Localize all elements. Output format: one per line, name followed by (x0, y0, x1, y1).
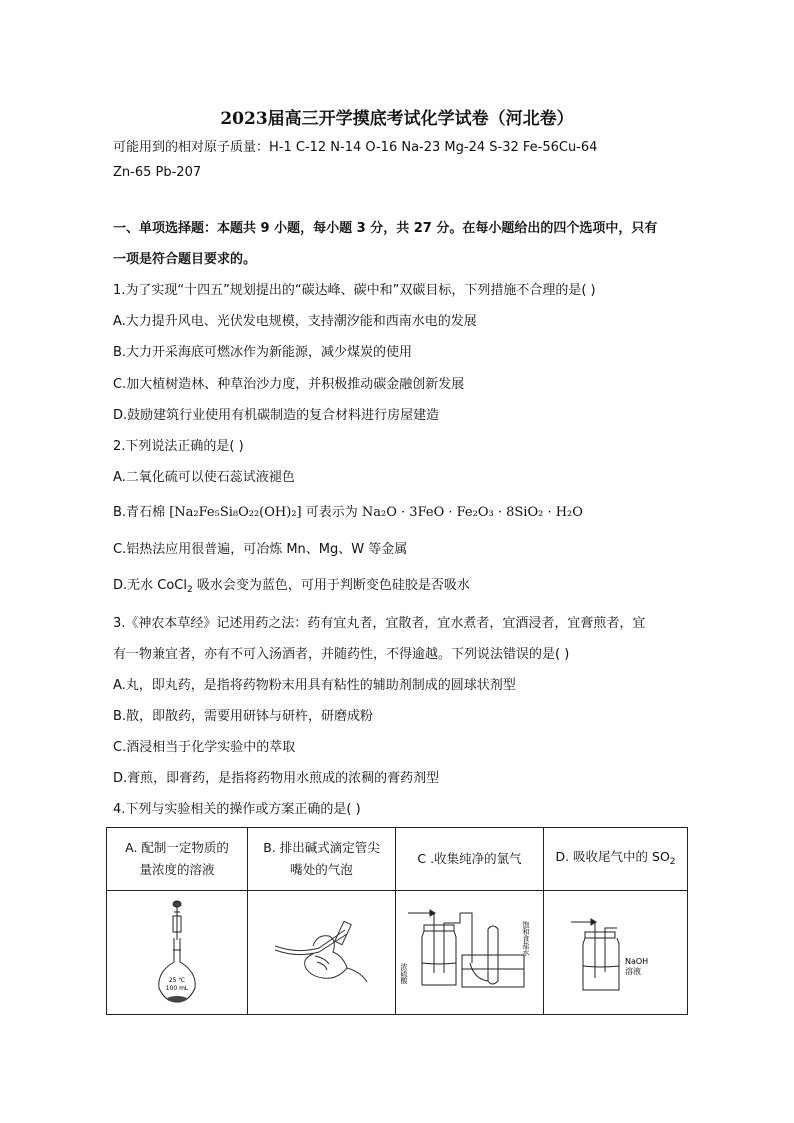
q2-option-d-subscript: 2 (187, 585, 193, 595)
page-title: 2023届高三开学摸底考试化学试卷（河北卷） (220, 109, 574, 129)
q1-option-a: A.大力提升风电、光伏发电规模，支持潮汐能和西南水电的发展 (113, 314, 477, 329)
burette-hand-diagram (267, 918, 377, 988)
q3-stem-line2: 有一物兼宜者，亦有不可入汤酒者，并随药性，不得逾越。下列说法错误的是( ) (113, 647, 570, 662)
q2-option-b-formula: [Na₂Fe₅Si₈O₂₂(OH)₂] (169, 505, 302, 520)
q4-option-d-label (544, 828, 688, 891)
q4-option-b-label (248, 828, 396, 891)
q4-option-d-text: D. 吸收尾气中的 SO (555, 848, 670, 864)
q2-option-b-oxide: Na₂O · 3FeO · Fe₂O₃ · 8SiO₂ · H₂O (361, 505, 583, 520)
atomic-masses-line2: Zn-65 Pb-207 (113, 165, 202, 180)
q2-option-d (113, 577, 470, 599)
q4-option-b-line2: 嘴处的气泡 (290, 862, 353, 877)
q4-option-d-subscript: 2 (669, 856, 676, 867)
naoh-label: NaOH (624, 956, 648, 966)
q1-option-c: C.加大植树造林、种草治沙力度，并积极推动碳金融创新发展 (113, 377, 465, 392)
q2-option-b-prefix: B.青石棉 (113, 505, 166, 520)
q3-option-c: C.酒浸相当于化学实验中的萃取 (113, 740, 296, 755)
q4-option-a-line2: 量浓度的溶液 (139, 862, 215, 877)
gas-collection-diagram (400, 903, 540, 1003)
q4-image-c (396, 891, 544, 1015)
q2-option-a: A.二氧化硫可以使石蕊试液褪色 (113, 470, 295, 485)
concentrated-acid-label: 浓硫酸 (399, 962, 408, 984)
q2-option-c: C.铝热法应用很普遍，可冶炼 Mn、Mg、W 等金属 (113, 542, 408, 557)
q3-option-a: A.丸，即丸药，是指将药物粉末用具有粘性的辅助剂制成的圆球状剂型 (113, 678, 516, 693)
q4-options-table (106, 827, 688, 1015)
volumetric-flask-diagram (147, 898, 207, 1008)
naoh-absorption-diagram (561, 908, 671, 998)
flask-temp-label: 25 ℃ (168, 976, 186, 984)
q2-option-b (113, 504, 583, 522)
q2-option-b-mid: 可表示为 (305, 505, 358, 520)
q4-option-a-label (107, 828, 248, 891)
q4-stem: 4.下列与实验相关的操作或方案正确的是( ) (113, 802, 361, 817)
q2-option-d-prefix: D.无水 CoCl (113, 578, 187, 593)
saturated-brine-label: 饱和食盐水 (521, 920, 530, 956)
q3-option-b: B.散，即散药，需要用研钵与研杵，研磨成粉 (113, 709, 374, 724)
q2-option-d-suffix: 吸水会变为蓝色，可用于判断变色硅胶是否吸水 (192, 578, 470, 593)
q3-option-d: D.膏煎，即膏药，是指将药物用水煎成的浓稠的膏药剂型 (113, 771, 440, 786)
q4-option-d-line1 (544, 846, 687, 873)
q4-option-c-line1: C .收集纯净的氯气 (417, 851, 522, 866)
section-header-line2: 一项是符合题目要求的。 (113, 252, 257, 267)
q4-image-d (544, 891, 688, 1015)
q1-stem: 1.为了实现“十四五”规划提出的“碳达峰、碳中和”双碳目标，下列措施不合理的是( ) (113, 283, 596, 298)
q1-option-d: D.鼓励建筑行业使用有机碳制造的复合材料进行房屋建造 (113, 408, 440, 423)
q4-table-image-row (107, 891, 688, 1015)
flask-volume-label: 100 mL (165, 984, 189, 992)
q2-stem: 2.下列说法正确的是( ) (113, 439, 244, 454)
q4-option-b-line1: B. 排出碱式滴定管尖 (263, 840, 380, 855)
q4-image-b (248, 891, 396, 1015)
q1-option-b: B.大力开采海底可燃冰作为新能源，减少煤炭的使用 (113, 345, 413, 360)
solution-label: 溶液 (624, 966, 641, 976)
atomic-masses-line1: 可能用到的相对原子质量：H-1 C-12 N-14 O-16 Na-23 Mg-24 S-32 Fe-56Cu-64 (113, 140, 598, 155)
q4-option-a-line1: A. 配制一定物质的 (125, 840, 229, 855)
q4-image-a (107, 891, 248, 1015)
q4-option-c-label (396, 828, 544, 891)
q3-stem-line1: 3.《神农本草经》记述用药之法：药有宜丸者，宜散者，宜水煮者，宜酒浸者，宜膏煎者，宜 (113, 616, 646, 631)
section-header-line1: 一、单项选择题：本题共 9 小题，每小题 3 分，共 27 分。在每小题给出的四个选项中，只有 (113, 221, 658, 236)
q4-table-header-row (107, 828, 688, 891)
